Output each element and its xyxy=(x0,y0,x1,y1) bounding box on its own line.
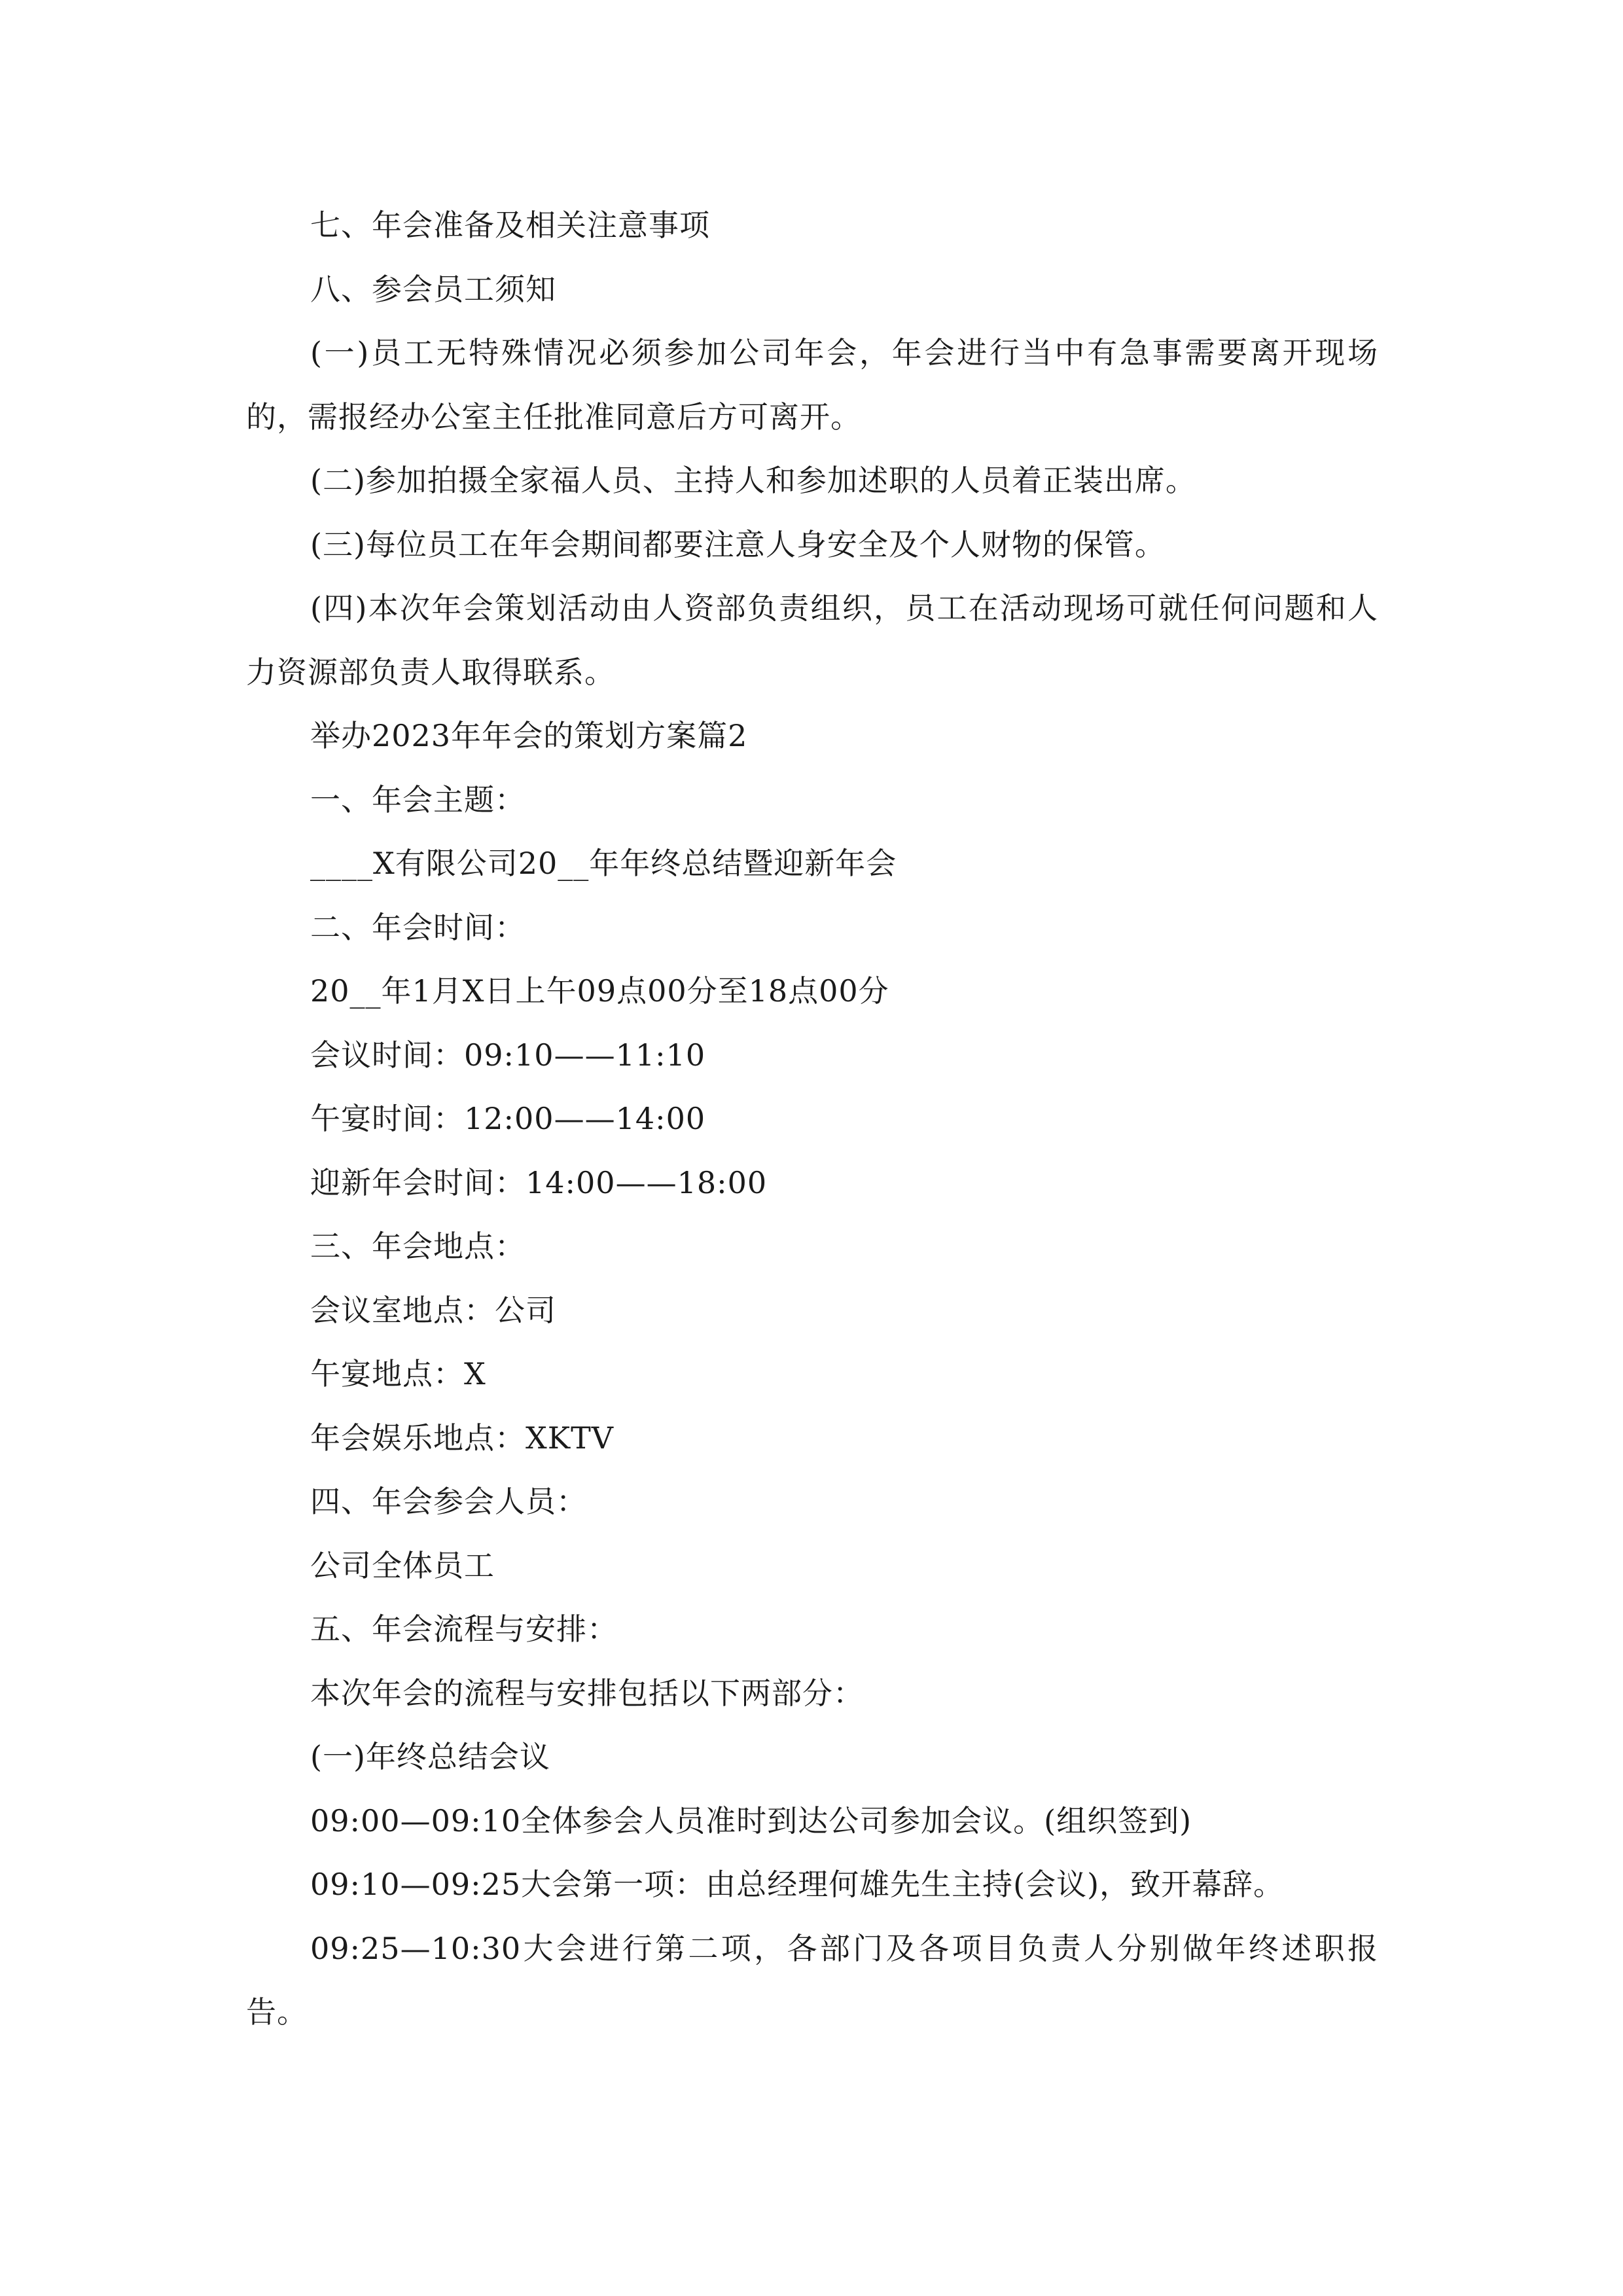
section-heading-location: 三、年会地点： xyxy=(310,1229,526,1264)
section-heading-preparation: 七、年会准备及相关注意事项 xyxy=(310,207,710,243)
section-heading-staff-notice: 八、参会员工须知 xyxy=(310,271,556,307)
schedule-item-2: 09:10—09:25大会第一项：由总经理何雄先生主持(会议)，致开幕辞。 xyxy=(310,1867,1285,1902)
location-meeting: 会议室地点：公司 xyxy=(310,1292,556,1328)
notice-item-2: (二)参加拍摄全家福人员、主持人和参加述职的人员着正装出席。 xyxy=(310,463,1196,498)
time-lunch: 午宴时间：12:00——14:00 xyxy=(310,1101,706,1136)
attendees-text: 公司全体员工 xyxy=(310,1547,495,1583)
section-heading-time: 二、年会时间： xyxy=(310,909,526,945)
notice-item-4: (四)本次年会策划活动由人资部负责组织，员工在活动现场可就任何问题和人力资源部负责人取得联系。 xyxy=(246,590,1378,690)
location-lunch: 午宴地点：X xyxy=(310,1356,486,1391)
document-body xyxy=(246,194,1378,2045)
notice-item-3: (三)每位员工在年会期间都要注意人身安全及个人财物的保管。 xyxy=(310,526,1166,562)
time-party: 迎新年会时间：14:00——18:00 xyxy=(310,1164,768,1200)
section-heading-process: 五、年会流程与安排： xyxy=(310,1611,618,1647)
location-entertainment: 年会娱乐地点：XKTV xyxy=(310,1420,615,1456)
plan-title: 举办2023年年会的策划方案篇2 xyxy=(310,718,748,753)
section-heading-attendees: 四、年会参会人员： xyxy=(310,1484,587,1519)
schedule-item-3: 09:25—10:30大会进行第二项，各部门及各项目负责人分别做年终述职报告。 xyxy=(246,1930,1378,2030)
schedule-item-1: 09:00—09:10全体参会人员准时到达公司参加会议。(组织签到) xyxy=(310,1803,1192,1839)
section-heading-theme: 一、年会主题： xyxy=(310,781,526,817)
theme-text: ____X有限公司20__年年终总结暨迎新年会 xyxy=(310,846,897,881)
process-part-1-heading: (一)年终总结会议 xyxy=(310,1739,550,1774)
process-intro: 本次年会的流程与安排包括以下两部分： xyxy=(310,1675,864,1711)
notice-item-1: (一)员工无特殊情况必须参加公司年会，年会进行当中有急事需要离开现场的，需报经办公室主任批准同意后方可离开。 xyxy=(246,335,1378,435)
time-overall: 20__年1月X日上午09点00分至18点00分 xyxy=(310,973,889,1009)
time-meeting: 会议时间：09:10——11:10 xyxy=(310,1037,706,1073)
